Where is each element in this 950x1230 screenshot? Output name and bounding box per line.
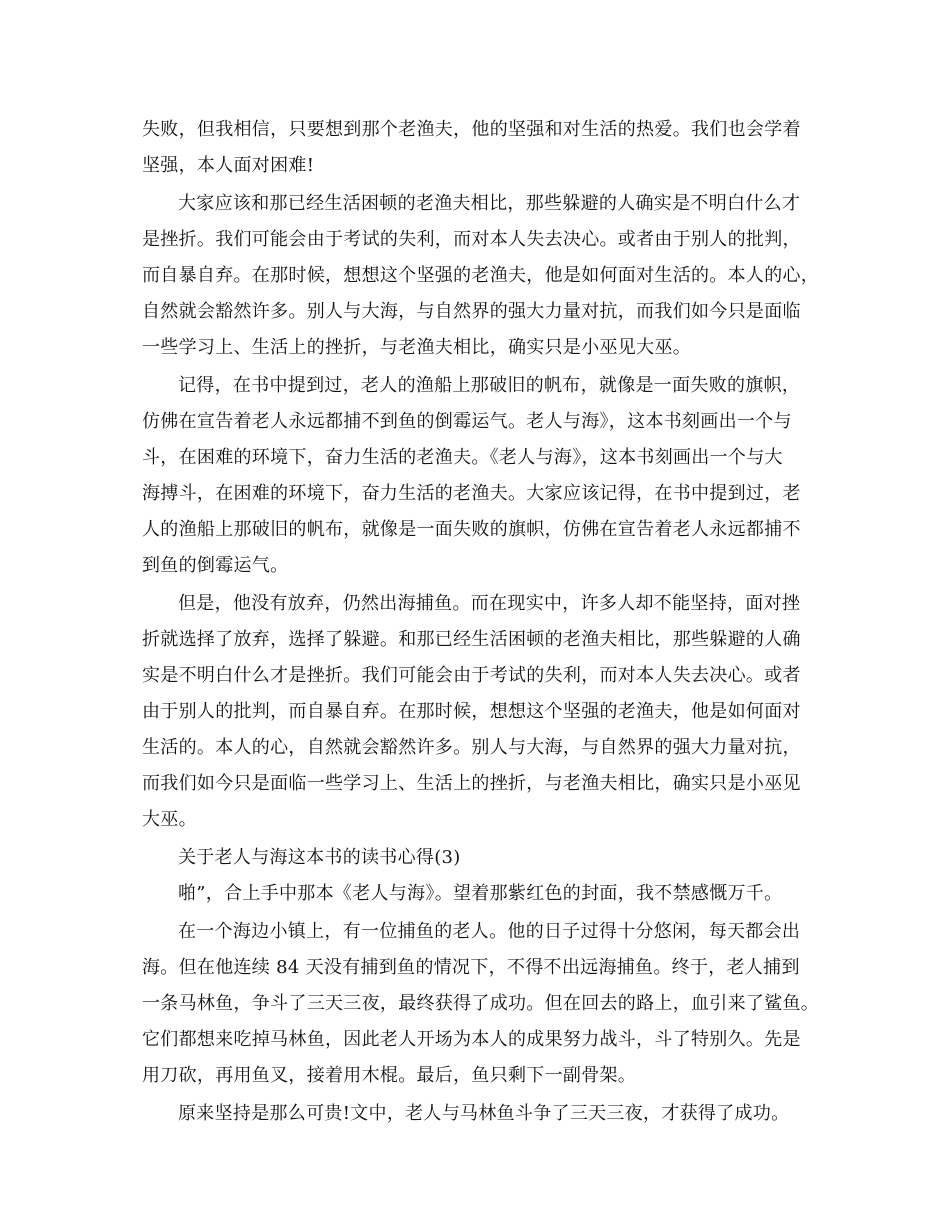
text-line: 而自暴自弃。在那时候，想想这个坚强的老渔夫，他是如何面对生活的。本人的心， xyxy=(142,265,820,286)
paragraph-start-line: 但是，他没有放弃，仍然出海捕鱼。而在现实中，许多人却不能坚持，面对挫 xyxy=(178,593,801,614)
text-line: 坚强，本人面对困难! xyxy=(142,155,315,176)
text-line: 一条马林鱼，争斗了三天三夜，最终获得了成功。但在回去的路上，血引来了鲨鱼。 xyxy=(142,993,820,1014)
paragraph-start-line: 大家应该和那已经生活困顿的老渔夫相比，那些躲避的人确实是不明白什么才 xyxy=(178,193,801,214)
text-line: 海搏斗，在困难的环境下，奋力生活的老渔夫。大家应该记得，在书中提到过，老 xyxy=(142,483,801,504)
text-line: 人的渔船上那破旧的帆布，就像是一面失败的旗帜，仿佛在宣告着老人永远都捕不 xyxy=(142,519,801,540)
text-line: 到鱼的倒霉运气。 xyxy=(142,555,289,576)
text-line: 而我们如今只是面临一些学习上、生活上的挫折，与老渔夫相比，确实只是小巫见 xyxy=(142,773,801,794)
text-line: 自然就会豁然许多。别人与大海，与自然界的强大力量对抗，而我们如今只是面临 xyxy=(142,301,801,322)
section-heading: 关于老人与海这本书的读书心得(3) xyxy=(178,847,461,868)
text-line: 实是不明白什么才是挫折。我们可能会由于考试的失利，而对本人失去决心。或者 xyxy=(142,665,801,686)
text-line: 由于别人的批判，而自暴自弃。在那时候，想想这个坚强的老渔夫，他是如何面对 xyxy=(142,701,801,722)
text-line: 仿佛在宣告着老人永远都捕不到鱼的倒霉运气。老人与海》，这本书刻画出一个与 xyxy=(142,411,792,432)
paragraph-start-line: 啪”，合上手中那本《老人与海》。望着那紫红色的封面，我不禁感慨万千。 xyxy=(178,883,783,904)
paragraph-start-line: 原来坚持是那么可贵!文中，老人与马林鱼斗争了三天三夜，才获得了成功。 xyxy=(178,1103,790,1124)
text-line: 失败，但我相信，只要想到那个老渔夫，他的坚强和对生活的热爱。我们也会学着 xyxy=(142,119,801,140)
paragraph-start-line: 记得，在书中提到过，老人的渔船上那破旧的帆布，就像是一面失败的旗帜， xyxy=(178,375,801,396)
text-line: 大巫。 xyxy=(142,809,197,830)
text-line: 生活的。本人的心，自然就会豁然许多。别人与大海，与自然界的强大力量对抗， xyxy=(142,737,801,758)
text-line: 是挫折。我们可能会由于考试的失利，而对本人失去决心。或者由于别人的批判， xyxy=(142,229,801,250)
text-line: 一些学习上、生活上的挫折，与老渔夫相比，确实只是小巫见大巫。 xyxy=(142,337,691,358)
text-line: 折就选择了放弃，选择了躲避。和那已经生活困顿的老渔夫相比，那些躲避的人确 xyxy=(142,629,801,650)
text-line: 它们都想来吃掉马林鱼，因此老人开场为本人的成果努力战斗，斗了特别久。先是 xyxy=(142,1029,801,1050)
paragraph-start-line: 在一个海边小镇上，有一位捕鱼的老人。他的日子过得十分悠闲，每天都会出 xyxy=(178,921,801,942)
text-line: 斗，在困难的环境下，奋力生活的老渔夫。《老人与海》，这本书刻画出一个与大 xyxy=(142,447,783,468)
text-line: 用刀砍，再用鱼叉，接着用木棍。最后，鱼只剩下一副骨架。 xyxy=(142,1065,637,1086)
text-line: 海。但在他连续 84 天没有捕到鱼的情况下，不得不出远海捕鱼。终于，老人捕到 xyxy=(142,957,800,978)
